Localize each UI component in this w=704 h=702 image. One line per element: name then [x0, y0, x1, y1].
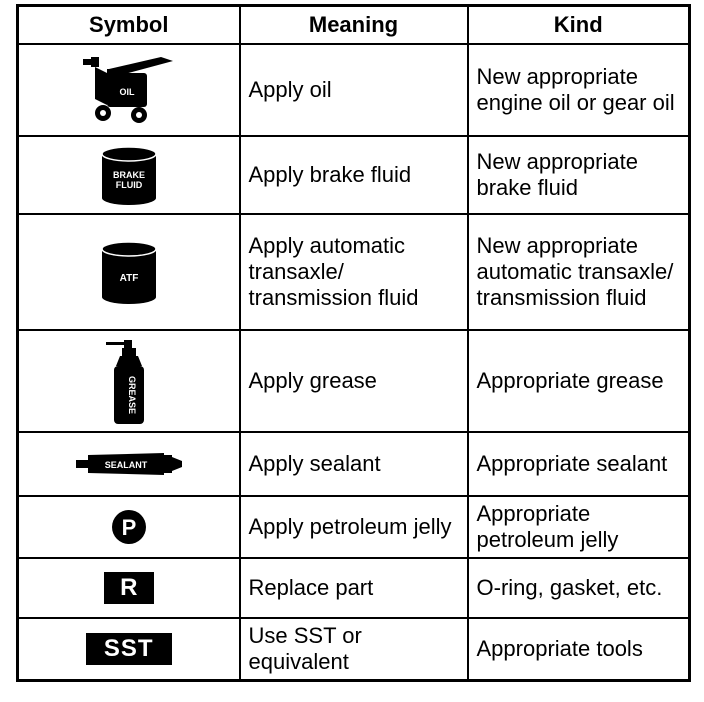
kind-cell: Appropriate grease	[468, 330, 690, 432]
kind-cell: Appropriate tools	[468, 618, 690, 680]
meaning-cell: Replace part	[240, 558, 468, 618]
meaning-cell: Use SST or equivalent	[240, 618, 468, 680]
symbol-cell	[18, 136, 240, 214]
meaning-cell: Apply grease	[240, 330, 468, 432]
symbol-cell	[18, 618, 240, 680]
symbol-cell	[18, 44, 240, 136]
header-meaning: Meaning	[240, 6, 468, 45]
symbol-cell	[18, 496, 240, 558]
svg-text:GREASE: GREASE	[126, 376, 137, 415]
kind-cell: Appropriate petroleum jelly	[468, 496, 690, 558]
svg-text:OIL: OIL	[119, 87, 135, 97]
kind-cell: O-ring, gasket, etc.	[468, 558, 690, 618]
meaning-cell: Apply oil	[240, 44, 468, 136]
symbol-cell	[18, 432, 240, 496]
sealant-tube-icon	[74, 449, 184, 479]
symbol-cell	[18, 558, 240, 618]
svg-text:FLUID: FLUID	[115, 180, 142, 190]
brake-fluid-can-icon	[99, 144, 159, 206]
meaning-cell: Apply sealant	[240, 432, 468, 496]
meaning-cell: Apply automatic transaxle/ transmission fluid	[240, 214, 468, 330]
grease-gun-icon	[104, 336, 154, 426]
symbol-cell	[18, 330, 240, 432]
kind-cell: New appropriate engine oil or gear oil	[468, 44, 690, 136]
table-row	[18, 558, 690, 618]
table-row	[18, 432, 690, 496]
svg-text:SEALANT: SEALANT	[104, 460, 147, 470]
svg-text:ATF: ATF	[119, 273, 139, 284]
table-row	[18, 330, 690, 432]
symbol-table	[16, 4, 691, 682]
table-row	[18, 136, 690, 214]
header-kind: Kind	[468, 6, 690, 45]
svg-text:BRAKE: BRAKE	[112, 170, 145, 180]
meaning-cell: Apply petroleum jelly	[240, 496, 468, 558]
svg-text:P: P	[121, 515, 137, 540]
symbol-cell	[18, 214, 240, 330]
table-row	[18, 618, 690, 680]
table-row	[18, 496, 690, 558]
replace-part-icon: R	[104, 572, 154, 604]
table-row	[18, 214, 690, 330]
kind-cell: New appropriate automatic transaxle/ transmission fluid	[468, 214, 690, 330]
atf-can-icon	[99, 239, 159, 305]
meaning-cell: Apply brake fluid	[240, 136, 468, 214]
header-row	[18, 6, 690, 45]
sst-icon: SST	[86, 633, 172, 665]
oil-can-icon	[81, 55, 177, 125]
kind-cell: Appropriate sealant	[468, 432, 690, 496]
petroleum-jelly-icon	[110, 508, 148, 546]
kind-cell: New appropriate brake fluid	[468, 136, 690, 214]
header-symbol: Symbol	[18, 6, 240, 45]
table-row	[18, 44, 690, 136]
